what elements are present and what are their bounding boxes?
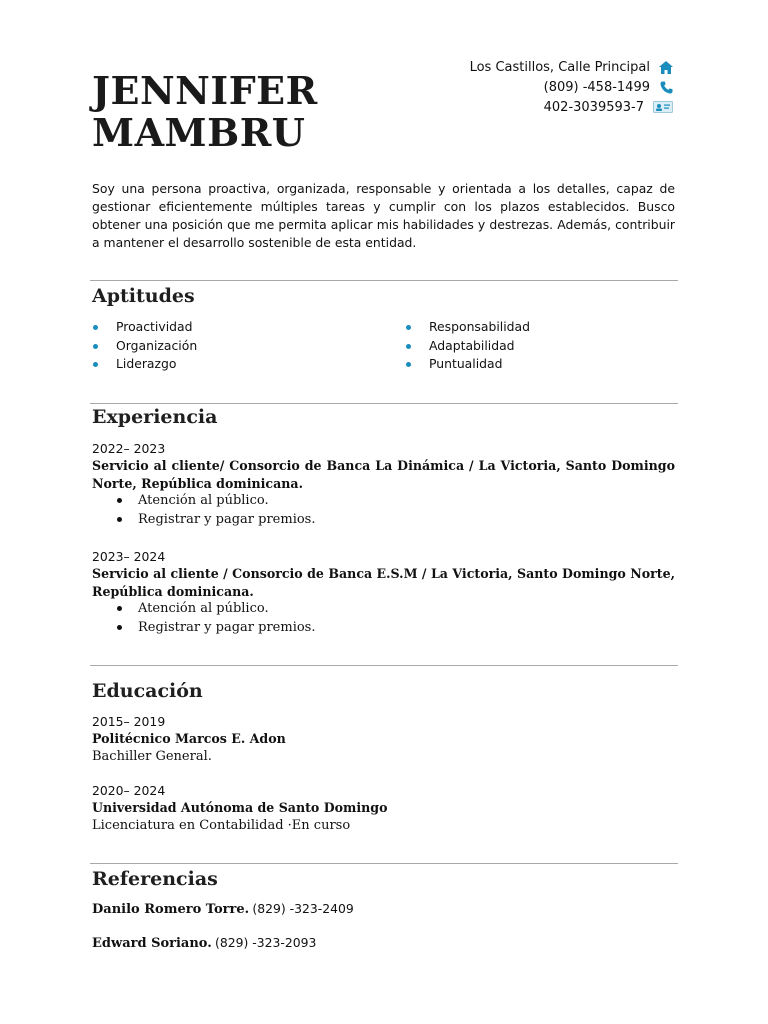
skill-item: Puntualidad	[405, 355, 530, 374]
skill-item: Responsabilidad	[405, 318, 530, 337]
education-entry	[92, 713, 675, 766]
entry-date: 2020– 2024	[92, 783, 166, 798]
id-text: 402-3039593-7	[543, 99, 644, 115]
reference-name: Edward Soriano.	[92, 936, 212, 951]
entry-date: 2023– 2024	[92, 549, 166, 564]
contact-address	[470, 57, 674, 77]
section-divider	[90, 863, 678, 864]
skill-item: Organización	[92, 337, 197, 356]
reference-item	[92, 901, 354, 917]
candidate-name	[92, 70, 318, 154]
reference-name: Danilo Romero Torre.	[92, 902, 250, 917]
section-divider	[90, 280, 678, 281]
reference-phone: (829) -323-2093	[215, 935, 317, 950]
reference-item	[92, 935, 316, 951]
experience-entry	[92, 548, 675, 637]
entry-organization: Servicio al cliente / Consorcio de Banca E.S.M / La Victoria, Santo Domingo Norte, República dominicana.	[92, 566, 675, 599]
contact-id	[470, 97, 674, 117]
contact-phone	[470, 77, 674, 97]
task-item: Atención al público.	[138, 600, 675, 619]
reference-phone: (829) -323-2409	[252, 901, 354, 916]
skills-title: Aptitudes	[92, 285, 195, 307]
first-name: JENNIFER	[92, 68, 318, 113]
home-icon	[658, 60, 674, 74]
phone-icon	[658, 80, 674, 94]
skill-item: Proactividad	[92, 318, 197, 337]
address-text: Los Castillos, Calle Principal	[469, 59, 650, 75]
references-title: Referencias	[92, 868, 218, 890]
education-title: Educación	[92, 680, 203, 702]
task-item: Atención al público.	[138, 492, 675, 511]
task-list	[92, 600, 675, 637]
entry-degree: Licenciatura en Contabilidad ·En curso	[92, 817, 351, 833]
entry-institution: Politécnico Marcos E. Adon	[92, 731, 286, 746]
entry-degree: Bachiller General.	[92, 748, 212, 764]
task-item: Registrar y pagar premios.	[138, 511, 675, 530]
task-list	[92, 492, 675, 529]
section-divider	[90, 665, 678, 666]
entry-institution: Universidad Autónoma de Santo Domingo	[92, 800, 388, 815]
entry-date: 2022– 2023	[92, 441, 166, 456]
id-card-icon	[652, 100, 674, 114]
skills-column-left	[92, 318, 197, 374]
skills-column-right	[405, 318, 530, 374]
skill-item: Adaptabilidad	[405, 337, 530, 356]
section-divider	[90, 403, 678, 404]
entry-organization: Servicio al cliente/ Consorcio de Banca La Dinámica / La Victoria, Santo Domingo Norte, República dominicana.	[92, 458, 675, 491]
education-entry	[92, 782, 675, 835]
last-name: MAMBRU	[92, 110, 306, 155]
experience-entry	[92, 440, 675, 529]
entry-date: 2015– 2019	[92, 714, 166, 729]
profile-summary: Soy una persona proactiva, organizada, responsable y orientada a los detalles, capaz de gestionar eficientemente múltiples tareas y cumplir con los plazos establecidos. Busco obtener una posición que me permita aplicar mis habilidades y destrezas. Además, contribuir a mantener el desarrollo sostenible de esta entidad.	[92, 181, 675, 250]
task-item: Registrar y pagar premios.	[138, 619, 675, 638]
phone-text: (809) -458-1499	[543, 79, 650, 95]
skill-item: Liderazgo	[92, 355, 197, 374]
contact-info	[470, 57, 674, 117]
experience-title: Experiencia	[92, 406, 218, 428]
